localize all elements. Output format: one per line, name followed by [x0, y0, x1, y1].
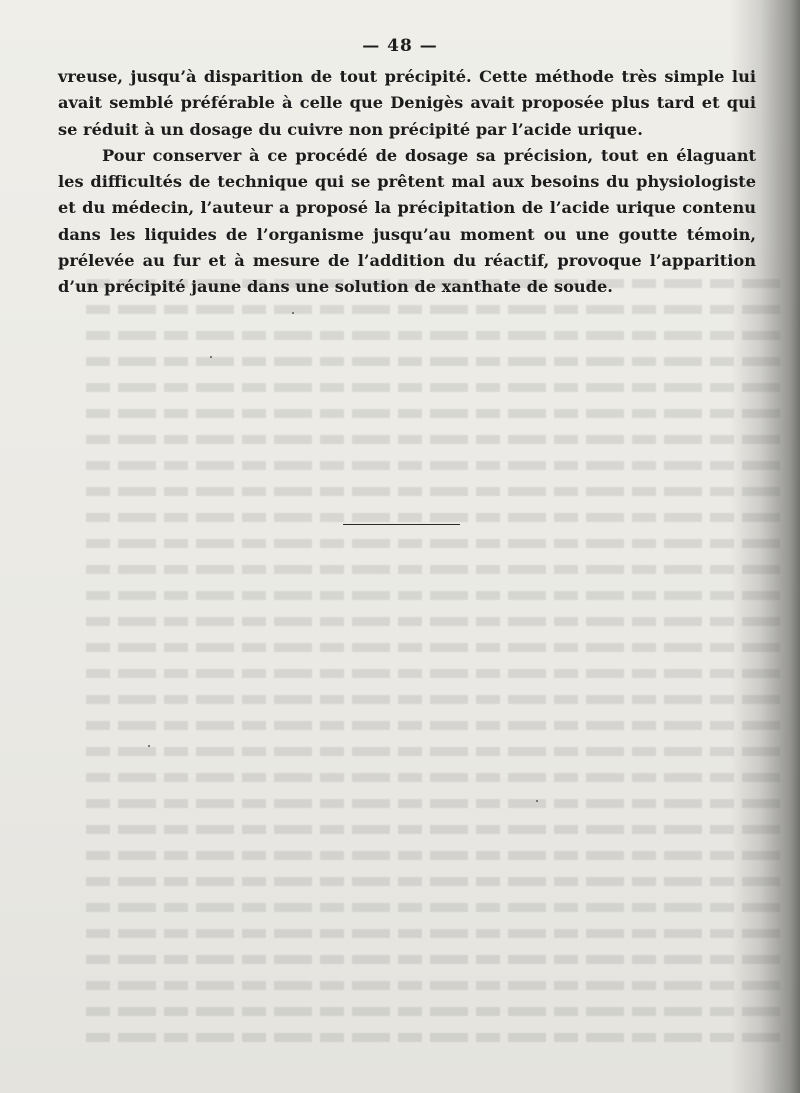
- page-number: — 48 —: [362, 36, 438, 56]
- body-text: [58, 64, 756, 301]
- paragraph-2: Pour conserver à ce procédé de dosage sa précision, tout en élaguant les difficultés de technique qui se prêtent mal aux besoins du physiologiste et du médecin, l’auteur a proposé la précipitation de l’acide urique contenu dans les liquides de l’organisme jusqu’au moment ou une goutte témoin, prélevée au fur et à mesure de l’addition du réactif, provoque l’apparition d’un précipité jaune dans une solution de xanthate de soude.: [58, 145, 756, 297]
- paper-speck: [292, 312, 294, 314]
- paragraph-1: vreuse, jusqu’à disparition de tout précipité. Cette méthode très simple lui avait semblé préférable à celle que Denigès avait proposée plus tard et qui se réduit à un dosage du cuivre non précipité par l’acide urique.: [58, 67, 756, 139]
- section-divider-rule: [343, 524, 460, 525]
- paper-speck: [148, 745, 150, 747]
- reverse-side-bleed-through: [80, 270, 780, 1050]
- paper-speck: [210, 356, 212, 358]
- paper-speck: [536, 800, 538, 802]
